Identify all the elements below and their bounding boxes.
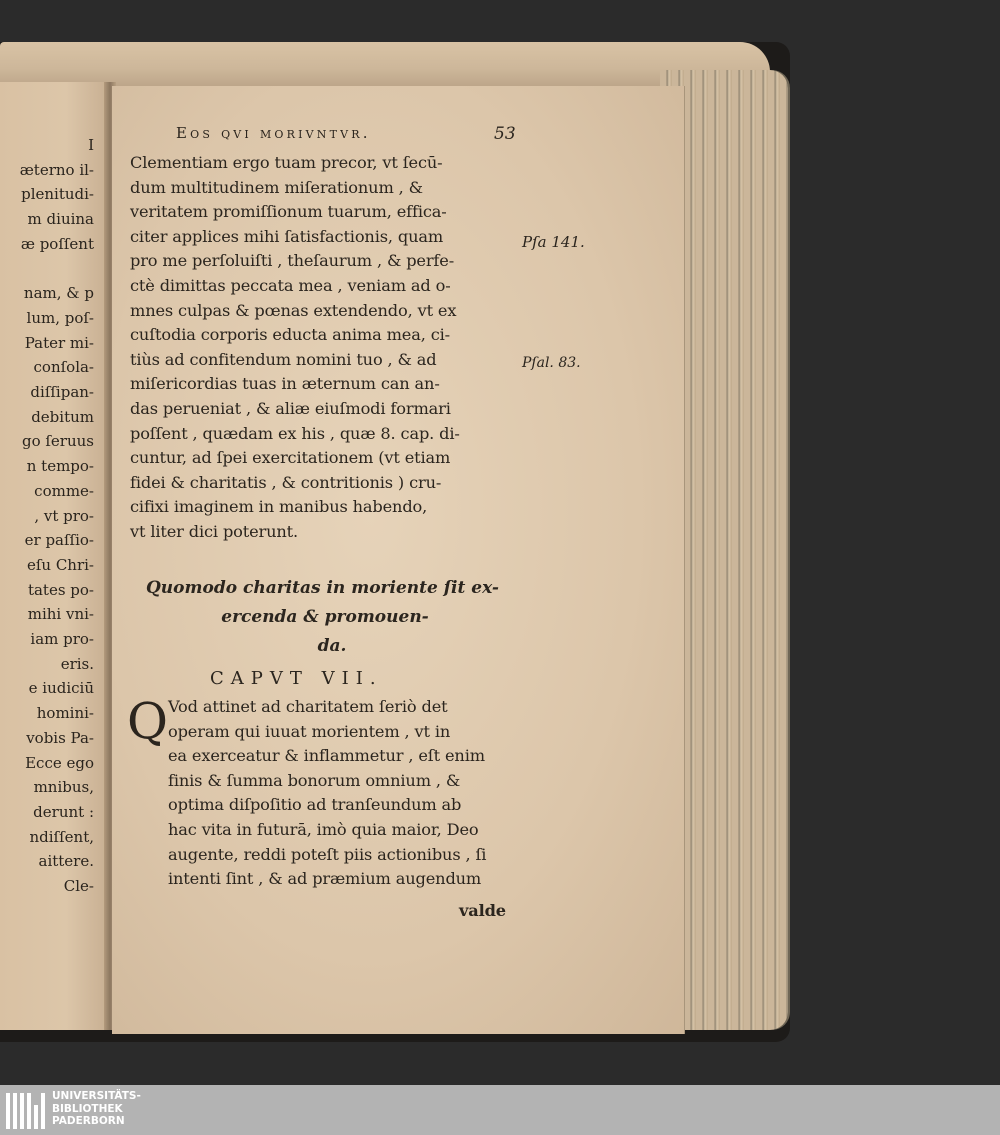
text-line: cifixi imaginem in manibus habendo, bbox=[130, 497, 428, 517]
left-page-line: tates po- bbox=[27, 580, 94, 599]
page-number: 53 bbox=[494, 124, 516, 144]
text-line: citer applices mihi ſatisfactionis, quam bbox=[130, 226, 444, 246]
left-page-line: I bbox=[88, 136, 94, 154]
library-logo-text bbox=[52, 1090, 141, 1128]
text-line: tiùs ad confitendum nomini tuo , & ad bbox=[130, 349, 437, 369]
left-page-line: Pater mi- bbox=[24, 333, 94, 352]
left-page-line: lum, poſ- bbox=[26, 308, 94, 327]
left-page-line: n tempo- bbox=[26, 457, 94, 476]
left-page-line: mnibus, bbox=[33, 778, 94, 797]
left-page-line: Ecce ego bbox=[25, 753, 94, 772]
text-line: dum multitudinem miſerationum , & bbox=[130, 177, 423, 197]
left-page-line: eſu Chri- bbox=[26, 555, 94, 574]
text-line: pro me perſoluiſti , theſaurum , & perfe- bbox=[130, 251, 455, 271]
logo-line: UNIVERSITÄTS- bbox=[52, 1090, 141, 1102]
text-line: poſſent , quædam ex his , quæ 8. cap. di- bbox=[130, 423, 460, 443]
text-line: vt liter dici poterunt. bbox=[130, 522, 299, 541]
text-line: cuſtodia corporis educta anima mea, ci- bbox=[130, 325, 450, 345]
text-line: mnes culpas & pœnas extendendo, vt ex bbox=[130, 300, 457, 320]
left-page-line: conſola- bbox=[33, 358, 94, 377]
library-logo-icon bbox=[6, 1093, 46, 1129]
text-line: Vod attinet ad charitatem ſeriò det bbox=[168, 697, 448, 716]
text-line: fidei & charitatis , & contritionis ) cru- bbox=[130, 472, 442, 492]
left-page-line: m diuina bbox=[27, 210, 94, 229]
left-page-line: iam pro- bbox=[30, 630, 94, 648]
left-page-line: e iudiciū bbox=[28, 679, 94, 698]
left-page-line: , vt pro- bbox=[34, 506, 94, 525]
text-line: operam qui iuuat morientem , vt in bbox=[168, 721, 451, 741]
text-line: miſericordias tuas in æternum can an- bbox=[130, 374, 440, 394]
left-page-line: æ poſſent bbox=[20, 234, 94, 253]
left-page-line: er paſſio- bbox=[24, 531, 94, 550]
left-page-line: nam, & p bbox=[23, 284, 94, 303]
margin-note: Pſal. 83. bbox=[522, 355, 581, 371]
logo-line: BIBLIOTHEK bbox=[52, 1102, 123, 1115]
left-page-line: Cle- bbox=[63, 877, 94, 895]
text-line: finis & ſumma bonorum omnium , & bbox=[168, 770, 461, 790]
text-line: das perueniat , & aliæ eiuſmodi formari bbox=[130, 399, 451, 418]
left-page-line: comme- bbox=[34, 481, 94, 500]
left-page-line: ndiſſent, bbox=[29, 827, 94, 846]
running-title: Eos qvi morivntvr. bbox=[176, 124, 371, 142]
text-line: Clementiam ergo tuam precor, vt ſecū- bbox=[130, 153, 443, 172]
text-line: intenti ſint , & ad præmium augendum bbox=[168, 869, 482, 889]
text-line: augente, reddi poteſt piis actionibus , ſi bbox=[168, 844, 487, 864]
left-page-line: æterno il- bbox=[19, 160, 94, 179]
logo-line: PADERBORN bbox=[52, 1115, 125, 1127]
subheading-line: Quomodo charitas in moriente ſit ex- bbox=[146, 578, 499, 598]
left-page-line: aittere. bbox=[38, 852, 94, 871]
margin-note: Pſa 141. bbox=[522, 233, 585, 251]
text-line: cuntur, ad ſpei exercitationem (vt etiam bbox=[130, 448, 451, 468]
left-page-line: diſſipan- bbox=[30, 383, 94, 401]
left-page-line: vobis Pa- bbox=[26, 728, 94, 747]
drop-capital: Q bbox=[127, 692, 168, 750]
subheading-line: ercenda & promouen- bbox=[221, 607, 429, 627]
text-line: optima diſpoſitio ad tranſeundum ab bbox=[168, 795, 462, 815]
left-page-line: plenitudi- bbox=[21, 185, 94, 204]
left-page bbox=[0, 82, 110, 1030]
left-page-line: mihi vni- bbox=[27, 605, 94, 624]
footer-bar bbox=[0, 1085, 1000, 1135]
left-page-line: debitum bbox=[31, 407, 94, 426]
left-page-line: go ſeruus bbox=[21, 432, 94, 451]
subheading-line: da. bbox=[317, 636, 347, 656]
left-page-line: homini- bbox=[36, 704, 94, 723]
book-top-edge bbox=[0, 42, 770, 86]
catchword: valde bbox=[459, 901, 506, 920]
text-line: ea exerceatur & inflammetur , eſt enim bbox=[168, 746, 485, 766]
text-line: veritatem promiſſionum tuarum, effica- bbox=[130, 202, 447, 222]
left-page-line: eris. bbox=[60, 654, 94, 673]
chapter-heading: CAPVT VII. bbox=[210, 668, 383, 689]
left-page-line: derunt : bbox=[33, 802, 94, 821]
text-line: ctè dimittas peccata mea , veniam ad o- bbox=[130, 276, 451, 295]
text-line: hac vita in futurā, imò quia maior, Deo bbox=[168, 820, 479, 839]
